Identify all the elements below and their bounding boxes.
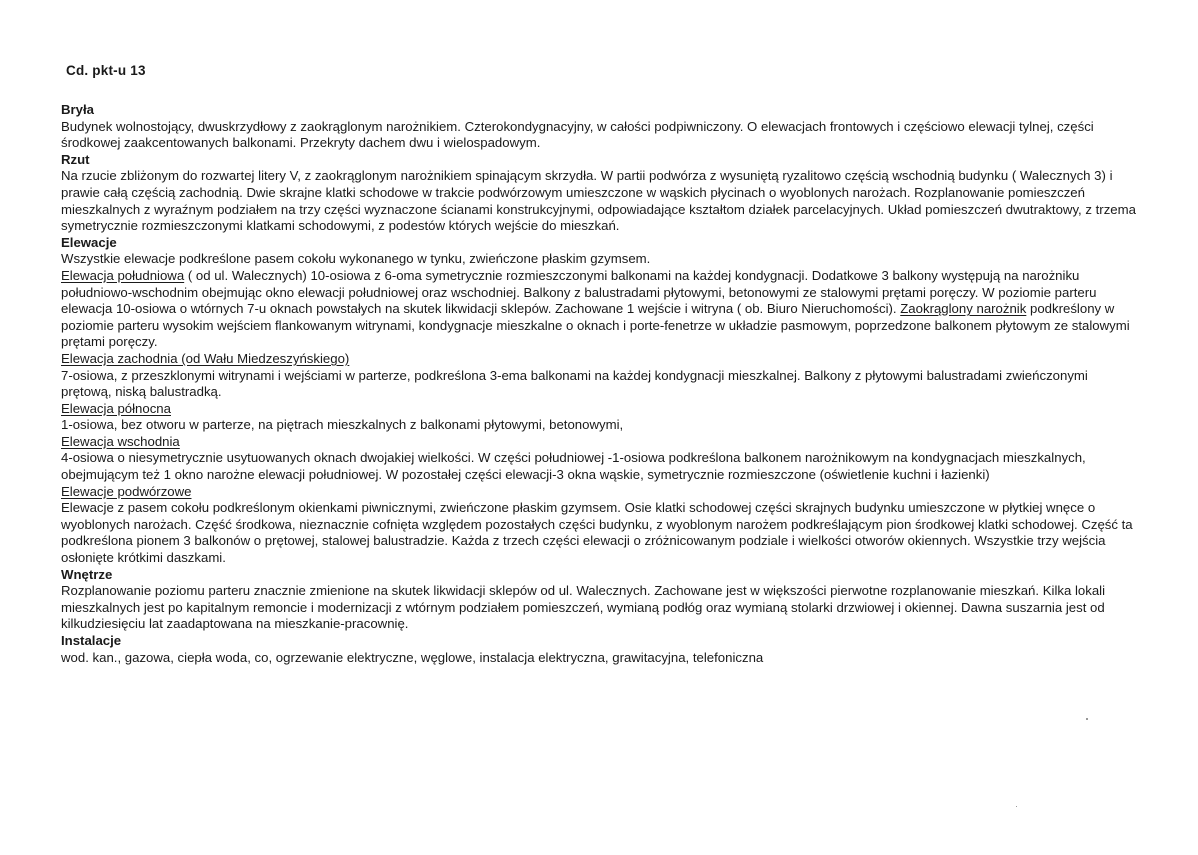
scan-speck	[1086, 718, 1088, 720]
paragraph-elewacja-zachodnia: 7-osiowa, z przeszklonymi witrynami i wejściami w parterze, podkreślona 3-ema balkonami na każdej kondygnacji mieszkalnej. Balkony z płytowymi balustradami zwieńczonymi prętową, niską balustradką.	[61, 367, 1088, 400]
heading-bryla: Bryła	[61, 102, 94, 117]
subheading-elewacja-polnocna: Elewacja północna	[61, 400, 171, 416]
paragraph-elewacje-intro: Wszystkie elewacje podkreślone pasem cokołu wykonanego w tynku, zwieńczone płaskim gzymsem.	[61, 251, 651, 267]
paragraph-rzut: Na rzucie zbliżonym do rozwartej litery V, z zaokrąglonym narożnikiem spinającym skrzydła. W partii podwórza z wysuniętą ryzalitowo częścią wschodnią budynku ( Walecznych 3) i prawie całą częścią zachodnią. Dwie skrajne klatki schodowe w trakcie podwórzowym umieszczone w wąskich płycinach o wyoblonych narożach. Rozplanowanie pomieszczeń mieszkalnych z wyraźnym podziałem na trzy części wyznaczone ścianami konstrukcyjnymi, odpowiadające kształtom działek parcelacyjnych. Układ pomieszczeń dwutraktowy, z trzema symetrycznie rozmieszczonymi klatkami schodowymi, z podestów których wejście do mieszkań.	[61, 168, 1136, 234]
paragraph-instalacje: wod. kan., gazowa, ciepła woda, co, ogrzewanie elektryczne, węglowe, instalacja elektryczna, grawitacyjna, telefoniczna	[61, 649, 764, 665]
document-body	[61, 102, 1141, 666]
paragraph-wnetrze: Rozplanowanie poziomu parteru znacznie zmienione na skutek likwidacji sklepów od ul. Walecznych. Zachowane jest w większości pierwotne rozplanowanie mieszkań. Kilka lokali mieszkalnych jest po kapitalnym remoncie i modernizacji z wtórnym podziałem pomieszczeń, wymianą podłóg oraz wymianą stolarki drzwiowej i okiennej. Dawna suszarnia jest od kilkudziesięciu lat zaadaptowana na mieszkanie-pracownię.	[61, 583, 1106, 632]
subheading-elewacje-podworzowe: Elewacje podwórzowe	[61, 483, 192, 499]
paragraph-elewacje-podworzowe: Elewacje z pasem cokołu podkreślonym okienkami piwnicznymi, zwieńczone płaskim gzymsem. Osie klatki schodowej części skrajnych budynku umieszczone w płytkiej wnęce o wyoblonych narożach. Część środkowa, nieznacznie cofnięta względem pozostałych części budynku, z wyoblonym narożem podkreślającym pion środkowej klatki schodowej. Część ta podkreślona pionem 3 balkonów o prętowej, stalowej balustradzie. Każda z trzech części elewacji o zróżnicowanym podziale i wielkości otworów okiennych. Wszystkie trzy wejścia osłonięte krótkimi daszkami.	[61, 500, 1133, 566]
subheading-elewacja-wschodnia: Elewacja wschodnia	[61, 433, 180, 449]
paragraph-elewacja-poludniowa	[61, 268, 1141, 351]
document-header: Cd. pkt-u 13	[66, 63, 146, 78]
subheading-elewacja-zachodnia: Elewacja zachodnia (od Wału Miedzeszyńskiego)	[61, 350, 350, 366]
text-elewacja-poludniowa-part1: ( od ul. Walecznych) 10-osiowa z 6-oma symetrycznie rozmieszczonymi balkonami na każdej kondygnacji. Dodatkowe 3 balkony występują na narożniku południowo-wschodnim obejmując okno elewacji południowej oraz wschodniej. Balkony z balustradami płytowymi, betonowymi ze stalowymi prętami poręczy. W poziomie parteru elewacja 10-osiowa o wtórnych 7-u oknach powstałych na skutek likwidacji sklepów. Zachowane 1 wejście i witryna ( ob. Biuro Nieruchomości).	[61, 267, 1097, 317]
heading-instalacje: Instalacje	[61, 633, 122, 648]
paragraph-elewacja-polnocna: 1-osiowa, bez otworu w parterze, na piętrach mieszkalnych z balkonami płytowymi, betonowymi,	[61, 417, 624, 433]
subheading-elewacja-poludniowa: Elewacja południowa	[61, 267, 185, 283]
heading-elewacje: Elewacje	[61, 234, 117, 250]
heading-wnetrze: Wnętrze	[61, 566, 113, 582]
paragraph-elewacja-wschodnia: 4-osiowa o niesymetrycznie usytuowanych oknach dwojakiej wielkości. W części południowej -1-osiowa podkreślona balkonem narożnikowym na kondygnacjach mieszkalnych, obejmującym też 1 okno narożne elewacji południowej. W pozostałej części elewacji-3 okna wąskie, symetrycznie rozmieszczone (oświetlenie kuchni i łazienki)	[61, 450, 1086, 483]
paragraph-bryla: Budynek wolnostojący, dwuskrzydłowy z zaokrąglonym narożnikiem. Czterokondygnacyjny, w całości podpiwniczony. O elewacjach frontowych i częściowo elewacji tylnej, części środkowej zaakcentowanych balkonami. Przekryty dachem dwu i wielospadowym.	[61, 118, 1094, 151]
scan-speck	[1016, 806, 1017, 807]
text-elewacja-poludniowa-part2: podkreślony w poziomie parteru wysokim wejściem flankowanym witrynami, kondygnacje mieszkalne o oknach i porte-fenetrze w układzie pasmowym, poprzedzone balkonem płytowym ze stalowymi prętami poręczy.	[61, 301, 1130, 350]
subheading-zaokraglony-naroznik: Zaokrąglony narożnik	[900, 301, 1027, 317]
heading-rzut: Rzut	[61, 151, 90, 167]
